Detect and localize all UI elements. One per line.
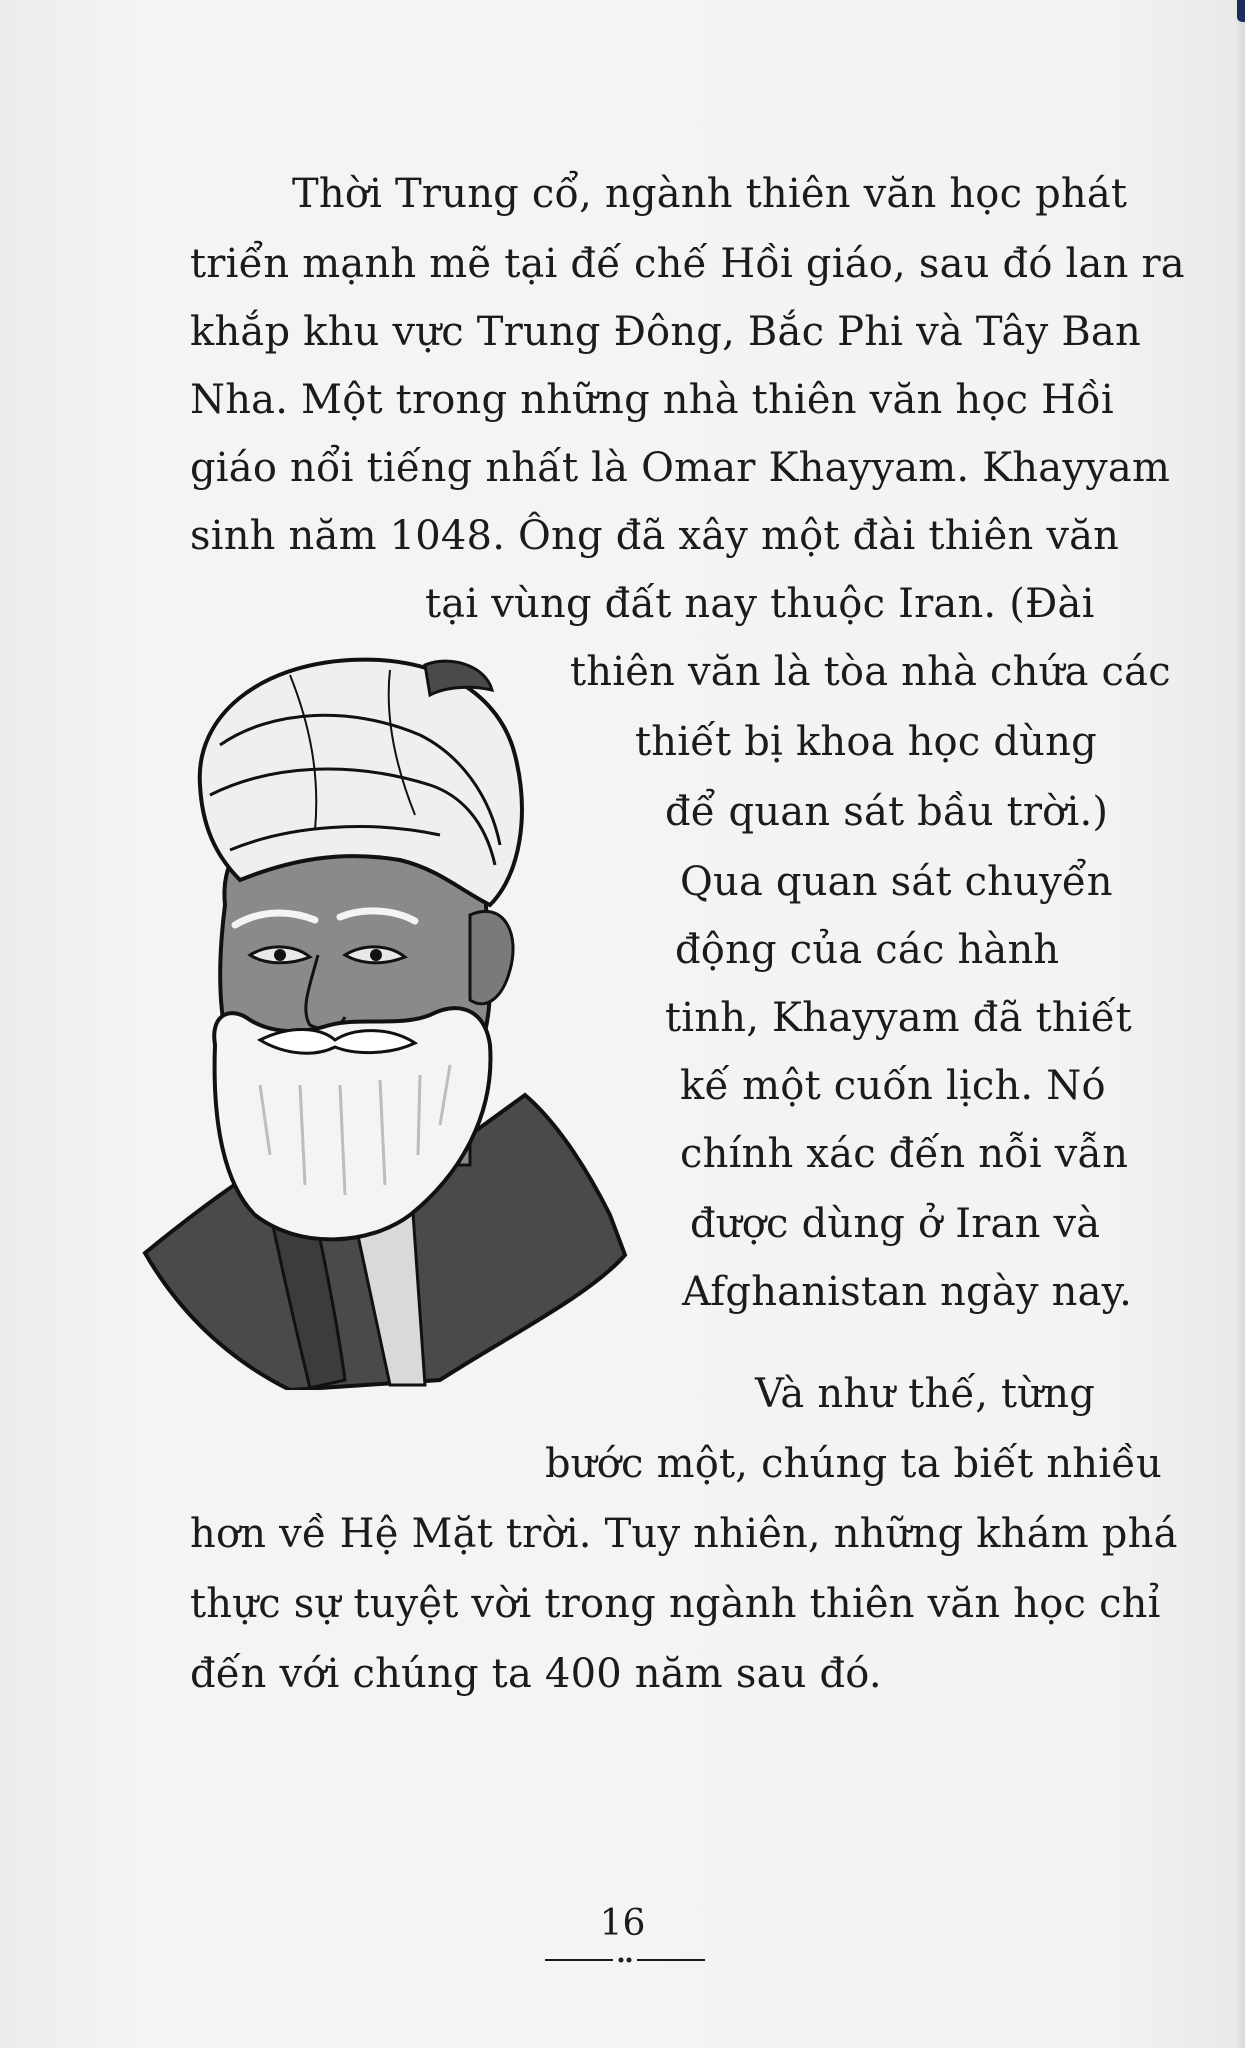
text-line: bước một, chúng ta biết nhiều	[545, 1441, 1163, 1487]
page-ornament-icon	[545, 1952, 705, 1968]
page-number: 16	[599, 1903, 646, 1944]
text-line: Qua quan sát chuyển	[680, 859, 1113, 905]
text-line: Và như thế, từng	[755, 1371, 1096, 1417]
text-line: giáo nổi tiếng nhất là Omar Khayyam. Khayyam	[190, 445, 1171, 491]
text-line: tại vùng đất nay thuộc Iran. (Đài	[425, 581, 1095, 627]
text-line: Nha. Một trong những nhà thiên văn học Hồi	[190, 377, 1114, 423]
text-line: tinh, Khayyam đã thiết	[665, 995, 1132, 1041]
text-line: kế một cuốn lịch. Nó	[680, 1063, 1106, 1109]
text-line: đến với chúng ta 400 năm sau đó.	[190, 1651, 882, 1697]
text-line: Afghanistan ngày nay.	[682, 1269, 1133, 1315]
text-line: động của các hành	[675, 927, 1060, 973]
text-line: Thời Trung cổ, ngành thiên văn học phát	[292, 171, 1128, 217]
text-line: hơn về Hệ Mặt trời. Tuy nhiên, những khám phá	[190, 1511, 1178, 1557]
text-line: thiết bị khoa học dùng	[635, 719, 1097, 765]
text-line: thiên văn là tòa nhà chứa các	[570, 649, 1171, 695]
text-line: triển mạnh mẽ tại đế chế Hồi giáo, sau đó lan ra	[190, 241, 1185, 287]
corner-mark	[1237, 0, 1245, 22]
text-line: chính xác đến nỗi vẫn	[680, 1131, 1129, 1177]
text-line: được dùng ở Iran và	[690, 1201, 1101, 1247]
text-line: khắp khu vực Trung Đông, Bắc Phi và Tây Ban	[190, 309, 1141, 355]
text-line: thực sự tuyệt vời trong ngành thiên văn học chỉ	[190, 1581, 1161, 1627]
text-line: để quan sát bầu trời.)	[665, 789, 1109, 835]
text-line: sinh năm 1048. Ông đã xây một đài thiên văn	[190, 513, 1120, 559]
page-edge-shadow	[1235, 0, 1245, 2048]
omar-khayyam-portrait-icon	[140, 655, 630, 1390]
